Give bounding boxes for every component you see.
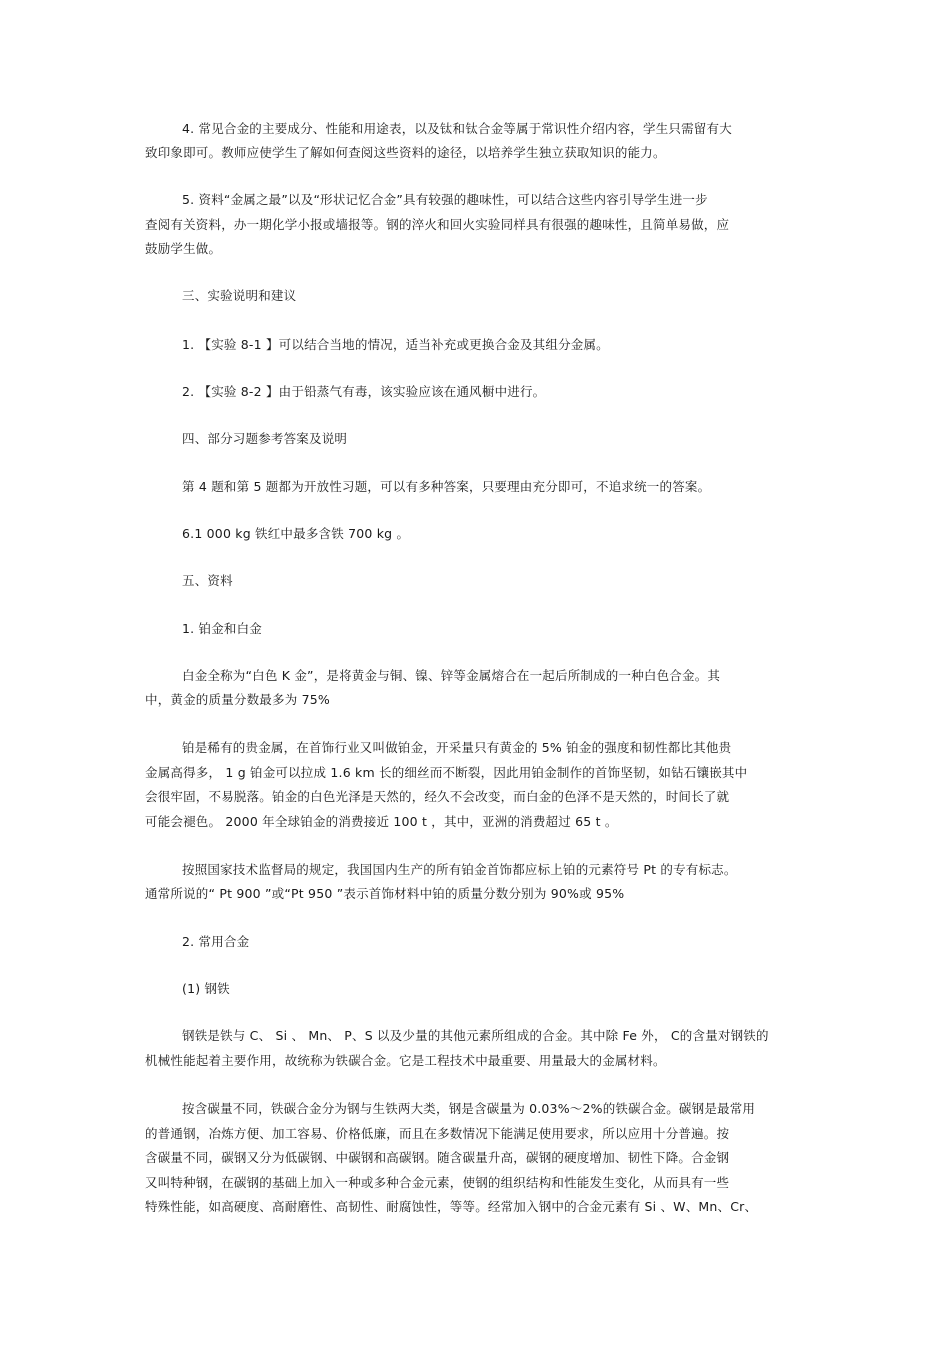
text-line: 机械性能起着主要作用，故统称为铁碳合金。它是工程技术中最重要、用量最大的金属材料。 — [145, 1053, 666, 1068]
section-heading: 三、实验说明和建议 — [182, 288, 297, 303]
text-line: 查阅有关资料，办一期化学小报或墙报等。钢的淬火和回火实验同样具有很强的趣味性，且简单易做，应 — [145, 217, 730, 232]
section-heading: 四、部分习题参考答案及说明 — [182, 431, 348, 446]
subsection-heading: (1) 钢铁 — [182, 981, 230, 996]
text-line: 钢铁是铁与 C、 Si 、 Mn、 P、S 以及少量的其他元素所组成的合金。其中除 Fe 外， C的含量对钢铁的 — [182, 1028, 769, 1043]
text-line: 又叫特种钢，在碳钢的基础上加入一种或多种合金元素，使钢的组织结构和性能发生变化，从而具有一些 — [145, 1175, 730, 1190]
text-line: 鼓励学生做。 — [145, 241, 222, 256]
text-line: 通常所说的“ Pt 900 ”或“Pt 950 ”表示首饰材料中铂的质量分数分别为 90%或 95% — [145, 886, 625, 901]
text-line: 含碳量不同，碳钢又分为低碳钢、中碳钢和高碳钢。随含碳量升高，碳钢的硬度增加、韧性下降。合金钢 — [145, 1150, 730, 1165]
text-line: 铂是稀有的贵金属，在首饰行业又叫做铂金，开采量只有黄金的 5% 铂金的强度和韧性都比其他贵 — [182, 740, 732, 755]
text-line: 1. 【实验 8-1 】可以结合当地的情况，适当补充或更换合金及其组分金属。 — [182, 337, 609, 352]
subsection-heading: 1. 铂金和白金 — [182, 621, 262, 636]
text-line: 致印象即可。教师应使学生了解如何查阅这些资料的途径，以培养学生独立获取知识的能力。 — [145, 145, 666, 160]
text-line: 6.1 000 kg 铁红中最多含铁 700 kg 。 — [182, 526, 410, 541]
section-heading: 五、资料 — [182, 573, 233, 588]
text-line: 按含碳量不同，铁碳合金分为钢与生铁两大类，钢是含碳量为 0.03%～2%的铁碳合金。碳钢是最常用 — [182, 1101, 756, 1116]
text-line: 中，黄金的质量分数最多为 75% — [145, 692, 330, 707]
text-line: 白金全称为“白色 K 金”，是将黄金与铜、镍、锌等金属熔合在一起后所制成的一种白色合金。其 — [182, 668, 721, 683]
text-line: 5. 资料“金属之最”以及“形状记忆合金”具有较强的趣味性，可以结合这些内容引导学生进一步 — [182, 192, 708, 207]
text-line: 按照国家技术监督局的规定，我国国内生产的所有铂金首饰都应标上铂的元素符号 Pt 的专有标志。 — [182, 862, 737, 877]
text-line: 金属高得多， 1 g 铂金可以拉成 1.6 km 长的细丝而不断裂，因此用铂金制作的首饰坚韧，如钻石镶嵌其中 — [145, 765, 748, 780]
text-line: 的普通钢，冶炼方便、加工容易、价格低廉，而且在多数情况下能满足使用要求，所以应用十分普遍。按 — [145, 1126, 730, 1141]
text-line: 会很牢固，不易脱落。铂金的白色光泽是天然的，经久不会改变，而白金的色泽不是天然的，时间长了就 — [145, 789, 730, 804]
text-line: 第 4 题和第 5 题都为开放性习题，可以有多种答案，只要理由充分即可，不追求统一的答案。 — [182, 479, 711, 494]
text-line: 4. 常见合金的主要成分、性能和用途表，以及钛和钛合金等属于常识性介绍内容，学生只需留有大 — [182, 121, 732, 136]
subsection-heading: 2. 常用合金 — [182, 934, 250, 949]
text-line: 2. 【实验 8-2 】由于铅蒸气有毒，该实验应该在通风橱中进行。 — [182, 384, 546, 399]
text-line: 特殊性能，如高硬度、高耐磨性、高韧性、耐腐蚀性，等等。经常加入钢中的合金元素有 Si 、W、Mn、Cr、 — [145, 1199, 758, 1214]
text-line: 可能会褪色。 2000 年全球铂金的消费接近 100 t ，其中，亚洲的消费超过 65 t 。 — [145, 814, 618, 829]
